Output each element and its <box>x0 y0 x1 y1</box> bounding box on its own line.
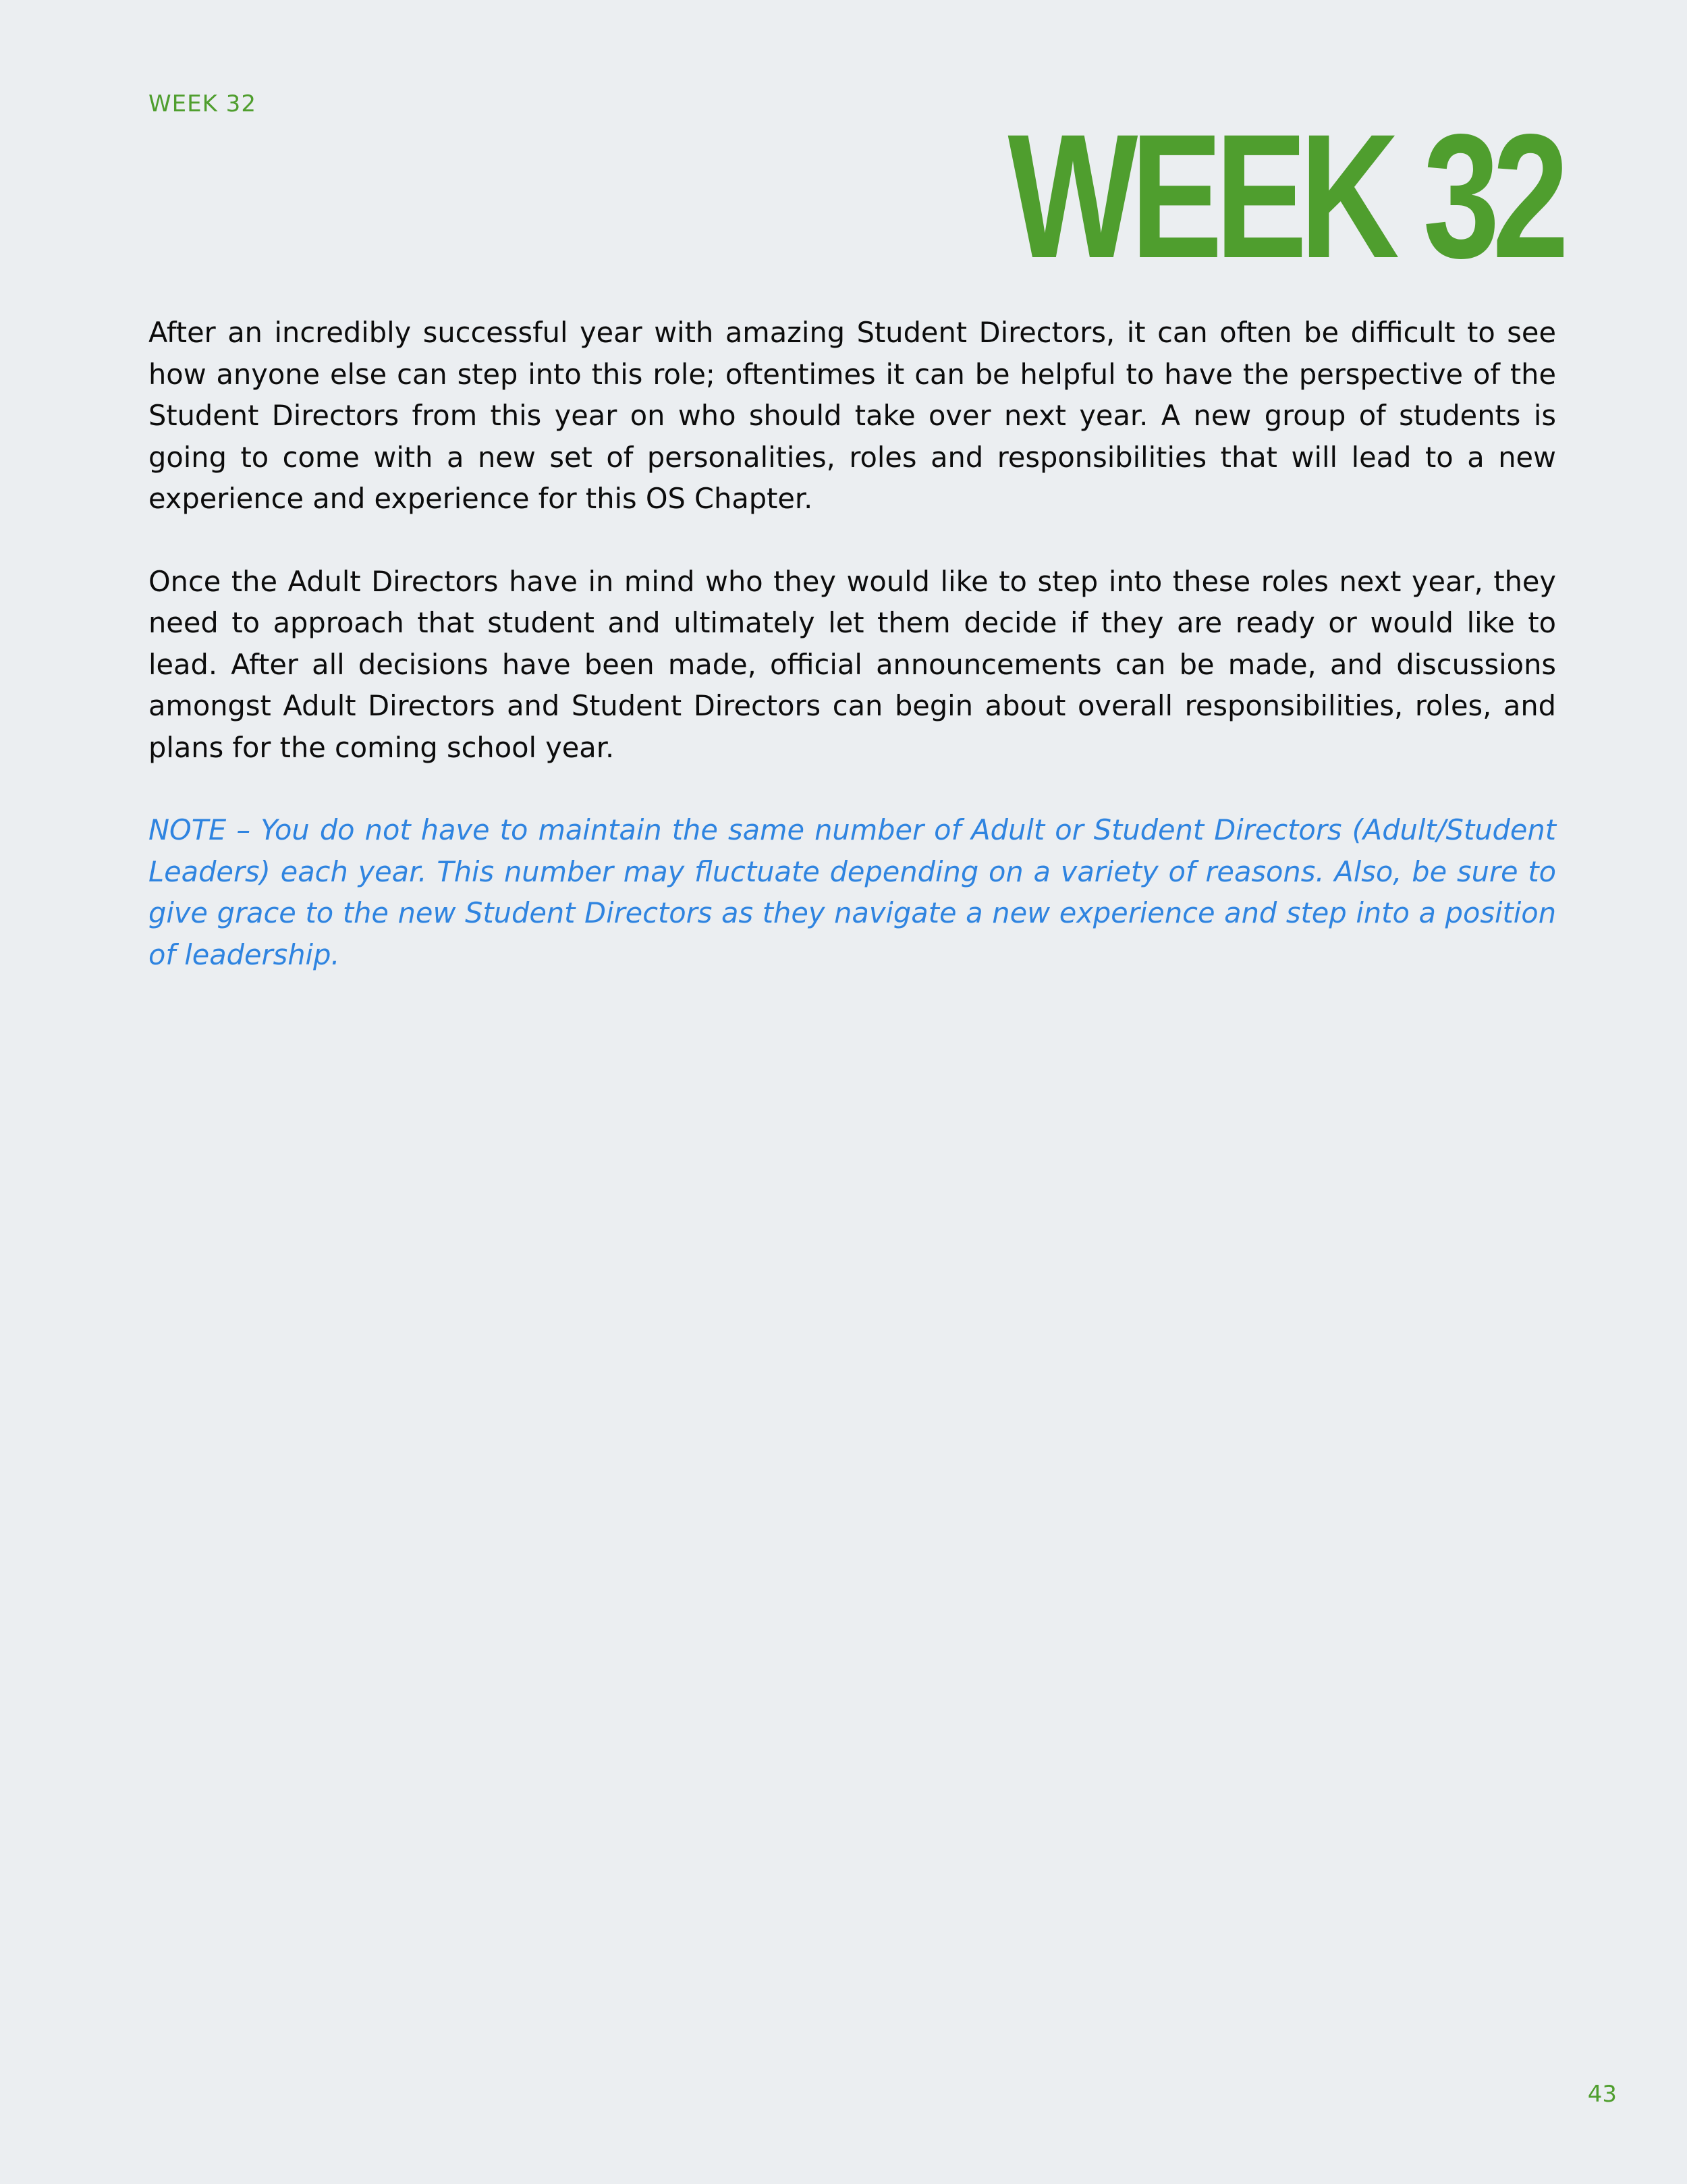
body-paragraph-2: Once the Adult Directors have in mind who they would like to step into these roles next year, they need to approach that student and ultimately let them decide if they are ready or would like to lead. After all decisions have been made, official announcements can be made, and discussions amongst Adult Directors and Student Directors can begin about overall responsibilities, roles, and plans for the coming school year. <box>148 564 1556 764</box>
main-content <box>148 312 1556 975</box>
note-paragraph: NOTE – You do not have to maintain the same number of Adult or Student Directors (Adult/Student Leaders) each year. This number may fluctuate depending on a variety of reasons. Also, be sure to give grace to the new Student Directors as they navigate a new experience and step into a position of leadership. <box>148 813 1556 971</box>
body-paragraph-1: After an incredibly successful year with amazing Student Directors, it can often be difficult to see how anyone else can step into this role; oftentimes it can be helpful to have the perspective of the Student Directors from this year on who should take over next year. A new group of students is going to come with a new set of personalities, roles and responsibilities that will lead to a new experience and experience for this OS Chapter. <box>148 316 1556 515</box>
page-title: WEEK 32 <box>1007 97 1561 295</box>
page-number: 43 <box>1587 2081 1617 2108</box>
running-header: WEEK 32 <box>148 90 256 117</box>
